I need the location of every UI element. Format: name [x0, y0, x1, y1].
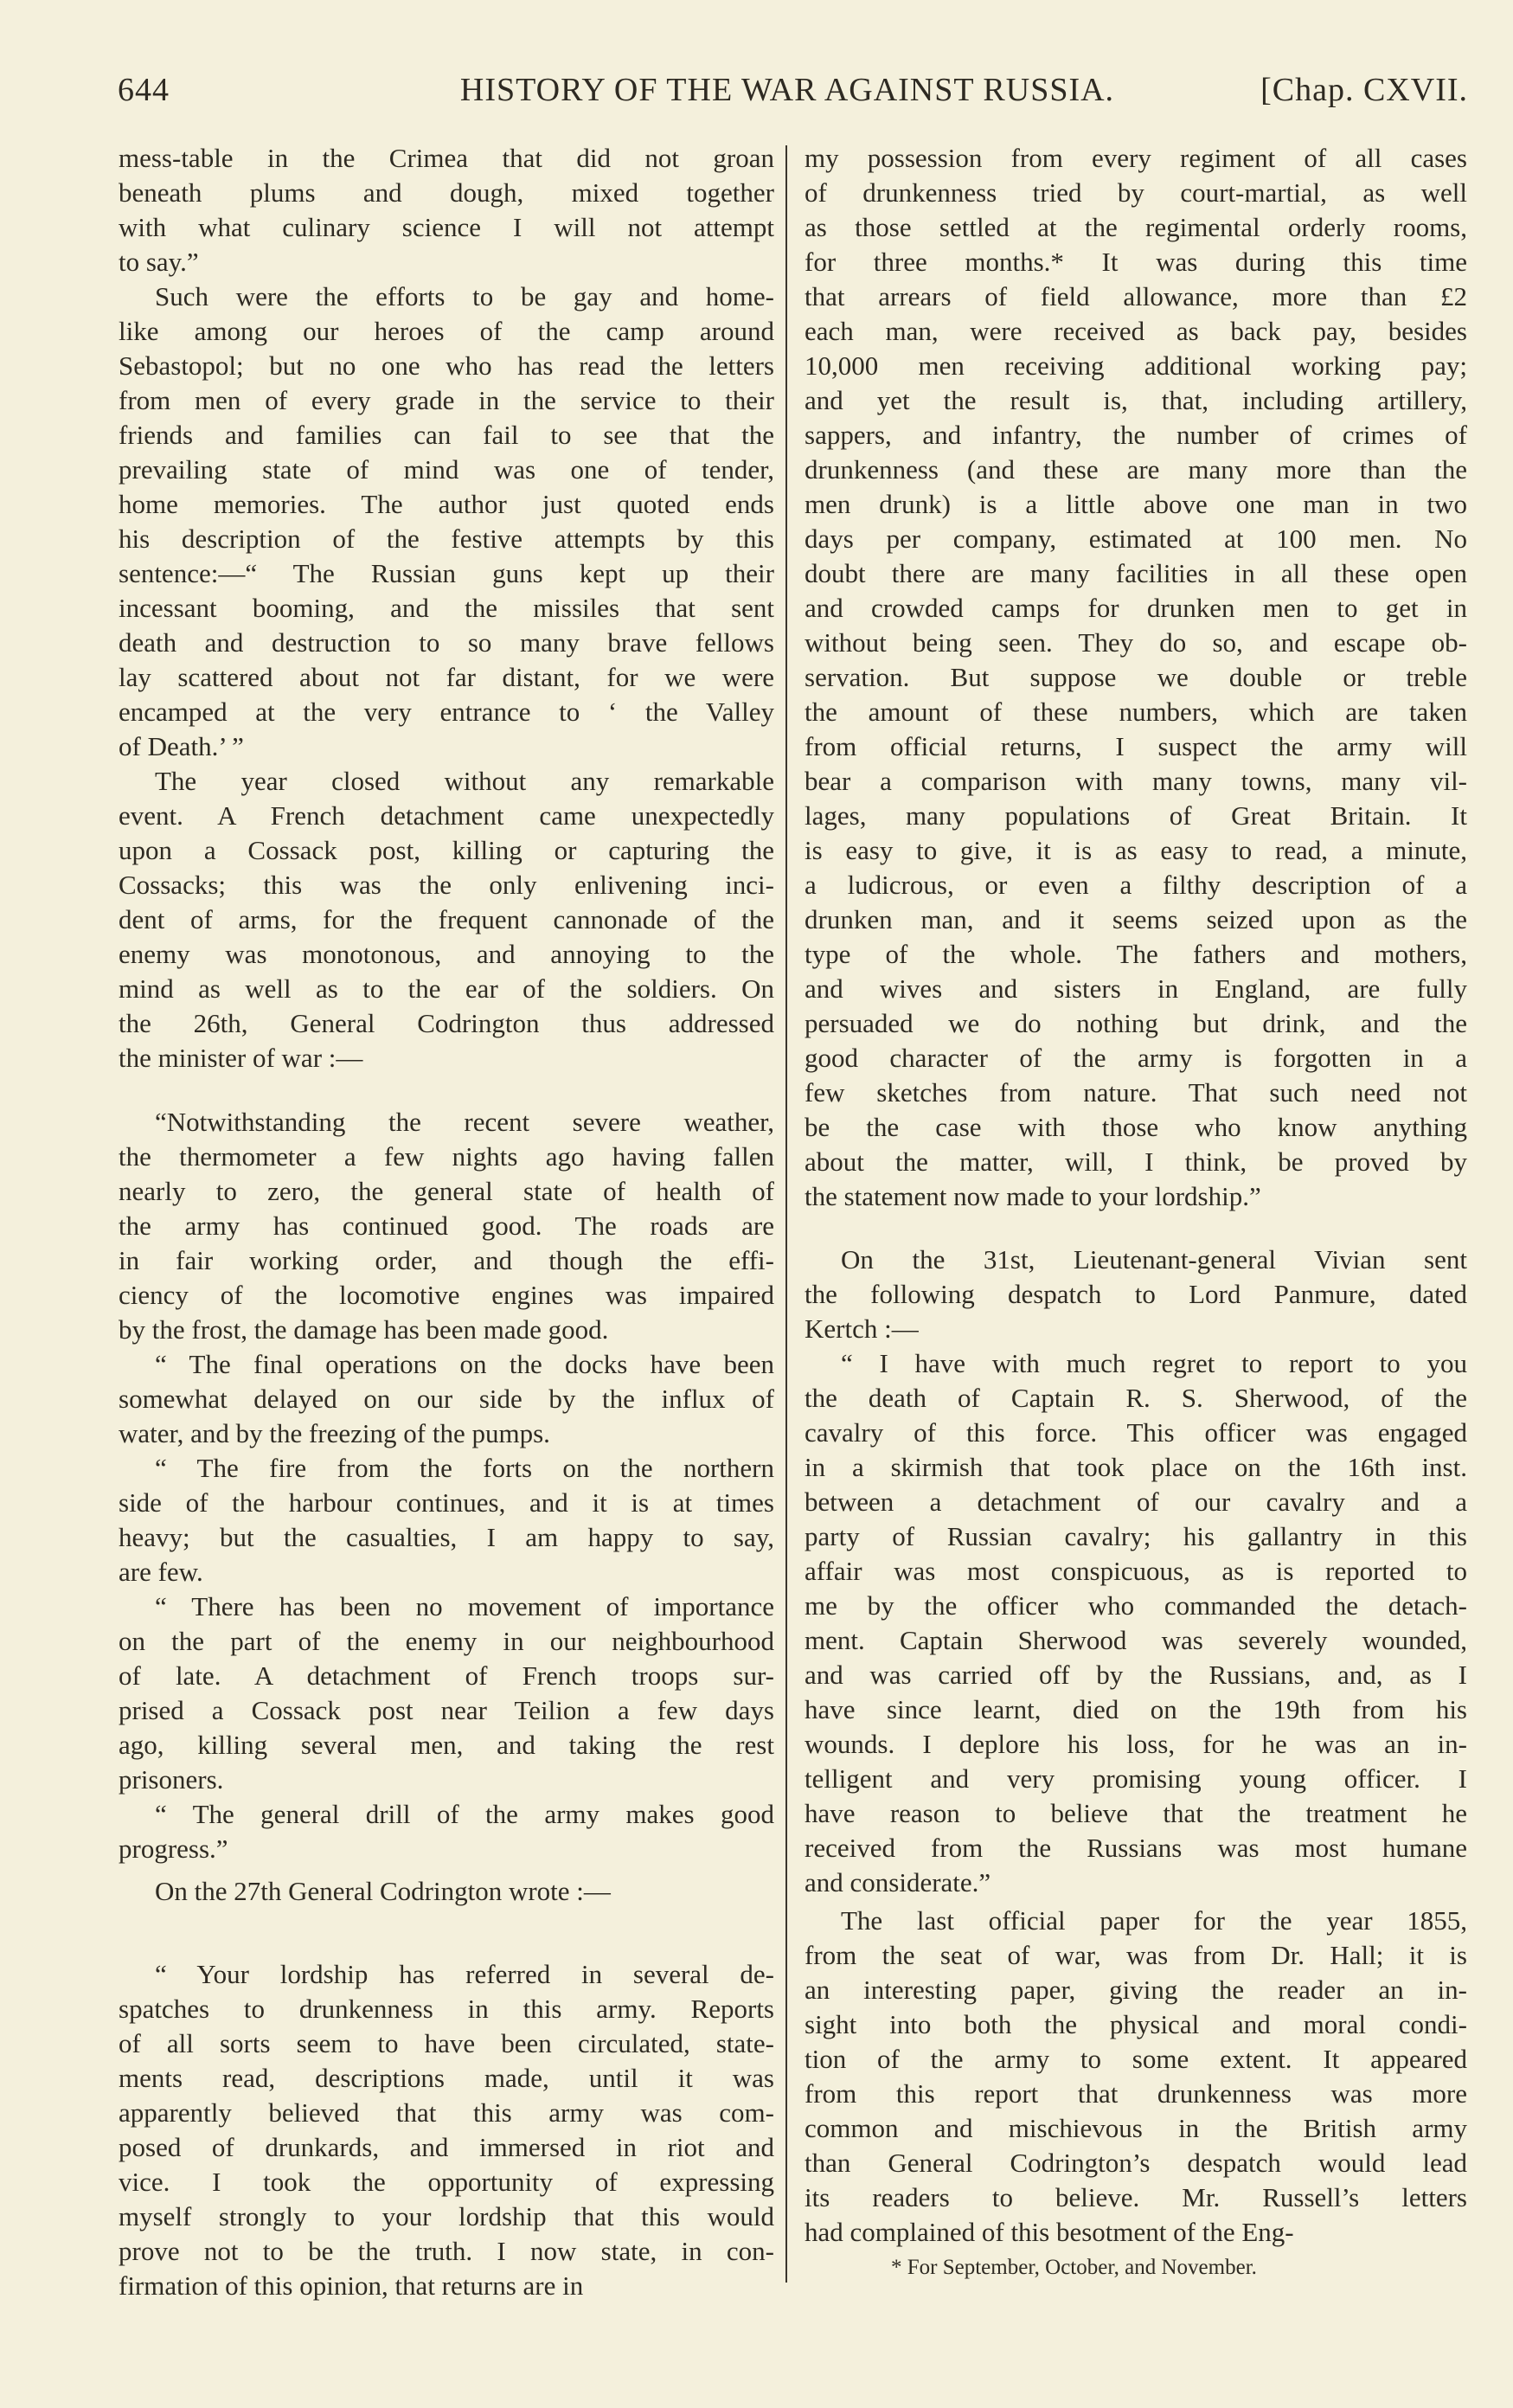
text-line: beneath plums and dough, mixed together [119, 177, 774, 208]
text-block [119, 1874, 774, 1909]
text-line: sentence:—“ The Russian guns kept up their [119, 558, 774, 588]
text-line: prisoners. [119, 1764, 224, 1795]
text-line: firmation of this opinion, that returns are in [119, 2270, 584, 2301]
text-line: each man, were received as back pay, besides [805, 316, 1467, 346]
text-line: on the part of the enemy in our neighbourhood [119, 1626, 774, 1656]
text-line: water, and by the freezing of the pumps. [119, 1418, 550, 1448]
text-line: and yet the result is, that, including artillery, [805, 385, 1467, 415]
text-line: death and destruction to so many brave fellows [119, 627, 774, 658]
text-line: prised a Cossack post near Teilion a few days [119, 1695, 774, 1725]
paragraph [119, 1797, 774, 1866]
text-line: good character of the army is forgotten in a [805, 1043, 1467, 1073]
text-line: “ Your lordship has referred in several de- [155, 1959, 774, 1989]
text-line: in fair working order, and though the effi- [119, 1245, 774, 1275]
text-line: common and mischievous in the British army [805, 2113, 1467, 2143]
text-line: prevailing state of mind was one of tender, [119, 454, 774, 485]
text-line: On the 31st, Lieutenant-general Vivian sent [841, 1244, 1467, 1275]
paragraph [119, 764, 774, 1076]
text-line: from official returns, I suspect the army will [805, 731, 1467, 761]
text-line: cavalry of this force. This officer was engaged [805, 1417, 1467, 1448]
chapter-label: [Chap. CXVII. [1260, 72, 1468, 108]
text-line: its readers to believe. Mr. Russell’s letters [805, 2182, 1467, 2212]
text-line: type of the whole. The fathers and mothers, [805, 939, 1467, 969]
text-line: lay scattered about not far distant, for we were [119, 662, 774, 692]
text-line: the thermometer a few nights ago having fallen [119, 1141, 774, 1172]
text-line: persuaded we do nothing but drink, and the [805, 1008, 1467, 1038]
text-line: of drunkenness tried by court-martial, as well [805, 177, 1467, 208]
text-line: of late. A detachment of French troops sur- [119, 1660, 774, 1691]
text-line: by the frost, the damage has been made good. [119, 1314, 609, 1345]
text-block [119, 141, 774, 1076]
text-line: like among our heroes of the camp around [119, 316, 774, 346]
text-line: bear a comparison with many towns, many vil- [805, 766, 1467, 796]
text-line: men drunk) is a little above one man in two [805, 489, 1467, 519]
text-line: encamped at the very entrance to ‘ the Valley [119, 697, 774, 727]
text-line: for three months.* It was during this time [805, 247, 1467, 277]
text-line: and crowded camps for drunken men to get in [805, 593, 1467, 623]
text-line: his description of the festive attempts by this [119, 523, 774, 554]
text-line: posed of drunkards, and immersed in riot and [119, 2132, 774, 2162]
text-line: me by the officer who commanded the detach- [805, 1590, 1467, 1621]
text-line: about the matter, will, I think, be proved by [805, 1146, 1467, 1177]
text-block [119, 1957, 774, 2303]
text-line: my possession from every regiment of all cases [805, 143, 1467, 173]
text-line: “ The fire from the forts on the northern [155, 1453, 774, 1483]
text-line: wounds. I deplore his loss, for he was an in- [805, 1729, 1467, 1759]
text-line: is easy to give, it is as easy to read, a minute, [805, 835, 1467, 865]
text-line: affair was most conspicuous, as is reported to [805, 1556, 1467, 1586]
text-line: the death of Captain R. S. Sherwood, of the [805, 1383, 1467, 1413]
text-line: prove not to be the truth. I now state, in con- [119, 2236, 774, 2266]
text-line: in a skirmish that took place on the 16th inst. [805, 1452, 1467, 1482]
text-line: spatches to drunkenness in this army. Reports [119, 1994, 774, 2024]
paragraph [119, 1451, 774, 1589]
text-line: and was carried off by the Russians, and, as I [805, 1660, 1467, 1690]
text-line: tion of the army to some extent. It appeared [805, 2044, 1467, 2074]
text-line: The year closed without any remarkable [155, 766, 774, 796]
paragraph [805, 1243, 1467, 1346]
text-line: event. A French detachment came unexpectedly [119, 800, 774, 831]
text-line: ment. Captain Sherwood was severely wounded, [805, 1625, 1467, 1655]
text-block [805, 1346, 1467, 1900]
text-line: vice. I took the opportunity of expressing [119, 2167, 774, 2197]
text-line: days per company, estimated at 100 men. No [805, 523, 1467, 554]
text-line: than General Codrington’s despatch would lead [805, 2148, 1467, 2178]
paragraph [805, 141, 1467, 1214]
column-divider [785, 145, 787, 2283]
text-line: somewhat delayed on our side by the influx of [119, 1384, 774, 1414]
text-line: heavy; but the casualties, I am happy to say, [119, 1522, 774, 1552]
running-title: HISTORY OF THE WAR AGAINST RUSSIA. [459, 72, 1115, 108]
paragraph [119, 1347, 774, 1451]
text-line: few sketches from nature. That such need not [805, 1077, 1467, 1108]
text-line: Sebastopol; but no one who has read the letters [119, 350, 774, 381]
text-line: progress.” [119, 1833, 228, 1864]
text-line: from men of every grade in the service to their [119, 385, 774, 415]
text-line: the statement now made to your lordship.” [805, 1181, 1261, 1211]
paragraph [805, 1346, 1467, 1900]
text-line: have reason to believe that the treatment he [805, 1798, 1467, 1828]
text-line: an interesting paper, giving the reader an in- [805, 1975, 1467, 2005]
text-line: and considerate.” [805, 1867, 991, 1898]
text-line: are few. [119, 1557, 203, 1587]
page-number: 644 [118, 72, 170, 108]
text-line: telligent and very promising young officer. I [805, 1763, 1467, 1794]
text-line: that arrears of field allowance, more than £2 [805, 281, 1467, 311]
text-line: with what culinary science I will not attempt [119, 212, 774, 242]
text-line: “ The general drill of the army makes good [155, 1799, 774, 1829]
text-line: Kertch :— [805, 1313, 919, 1344]
text-line: servation. But suppose we double or treble [805, 662, 1467, 692]
text-block [805, 1243, 1467, 1346]
text-line: mind as well as to the ear of the soldiers. On [119, 973, 774, 1004]
paragraph [119, 1874, 774, 1909]
text-line: of Death.’ ” [119, 731, 244, 761]
text-line: ciency of the locomotive engines was impaired [119, 1280, 774, 1310]
text-line: sappers, and infantry, the number of crimes of [805, 420, 1467, 450]
text-line: from this report that drunkenness was more [805, 2078, 1467, 2109]
text-line: the army has continued good. The roads are [119, 1210, 774, 1241]
text-line: “ I have with much regret to report to you [841, 1348, 1467, 1378]
text-line: had complained of this besotment of the Eng- [805, 2217, 1294, 2247]
text-line: On the 27th General Codrington wrote :— [155, 1876, 611, 1906]
text-line: and wives and sisters in England, are fully [805, 973, 1467, 1004]
text-line: Cossacks; this was the only enlivening inci- [119, 870, 774, 900]
text-line: upon a Cossack post, killing or capturing the [119, 835, 774, 865]
paragraph [119, 1957, 774, 2303]
paragraph [119, 141, 774, 279]
text-line: be the case with those who know anything [805, 1112, 1467, 1142]
text-line: sight into both the physical and moral condi- [805, 2009, 1467, 2039]
text-line: Such were the efforts to be gay and home- [155, 281, 774, 311]
text-line: home memories. The author just quoted ends [119, 489, 774, 519]
text-line: the 26th, General Codrington thus addressed [119, 1008, 774, 1038]
text-line: lages, many populations of Great Britain. It [805, 800, 1467, 831]
text-line: the following despatch to Lord Panmure, dated [805, 1279, 1467, 1309]
text-line: to say.” [119, 247, 199, 277]
text-line: the amount of these numbers, which are taken [805, 697, 1467, 727]
text-line: doubt there are many facilities in all these open [805, 558, 1467, 588]
text-line: dent of arms, for the frequent cannonade of the [119, 904, 774, 934]
footnote: * For September, October, and November. [891, 2256, 1257, 2279]
text-line: incessant booming, and the missiles that sent [119, 593, 774, 623]
text-line: side of the harbour continues, and it is at times [119, 1487, 774, 1518]
text-line: drunken man, and it seems seized upon as the [805, 904, 1467, 934]
text-line: without being seen. They do so, and escape ob- [805, 627, 1467, 658]
text-line: The last official paper for the year 1855, [841, 1905, 1467, 1936]
text-line: enemy was monotonous, and annoying to the [119, 939, 774, 969]
text-line: from the seat of war, was from Dr. Hall; it is [805, 1940, 1467, 1970]
paragraph [119, 279, 774, 764]
text-line: 10,000 men receiving additional working pay; [805, 350, 1467, 381]
text-line: apparently believed that this army was com- [119, 2097, 774, 2128]
text-line: a ludicrous, or even a filthy description of a [805, 870, 1467, 900]
text-line: mess-table in the Crimea that did not groan [119, 143, 774, 173]
text-line: received from the Russians was most humane [805, 1833, 1467, 1863]
text-block [805, 141, 1467, 1214]
text-line: “ There has been no movement of importance [155, 1591, 774, 1621]
text-line: ments read, descriptions made, until it was [119, 2063, 774, 2093]
text-line: nearly to zero, the general state of health of [119, 1176, 774, 1206]
text-line: “ The final operations on the docks have been [155, 1349, 774, 1379]
text-line: the minister of war :— [119, 1043, 363, 1073]
text-line: party of Russian cavalry; his gallantry in this [805, 1521, 1467, 1551]
text-line: as those settled at the regimental orderly rooms, [805, 212, 1467, 242]
paragraph [119, 1589, 774, 1797]
text-line: friends and families can fail to see that the [119, 420, 774, 450]
text-line: ago, killing several men, and taking the rest [119, 1730, 774, 1760]
text-line: have since learnt, died on the 19th from his [805, 1694, 1467, 1724]
text-line: of all sorts seem to have been circulated, state- [119, 2028, 774, 2058]
text-block [805, 1904, 1467, 2250]
paragraph [119, 1105, 774, 1347]
text-line: myself strongly to your lordship that this would [119, 2201, 774, 2231]
paragraph [805, 1904, 1467, 2250]
text-line: drunkenness (and these are many more than the [805, 454, 1467, 485]
text-line: “Notwithstanding the recent severe weather, [155, 1107, 774, 1137]
text-line: between a detachment of our cavalry and a [805, 1487, 1467, 1517]
text-block [119, 1105, 774, 1866]
